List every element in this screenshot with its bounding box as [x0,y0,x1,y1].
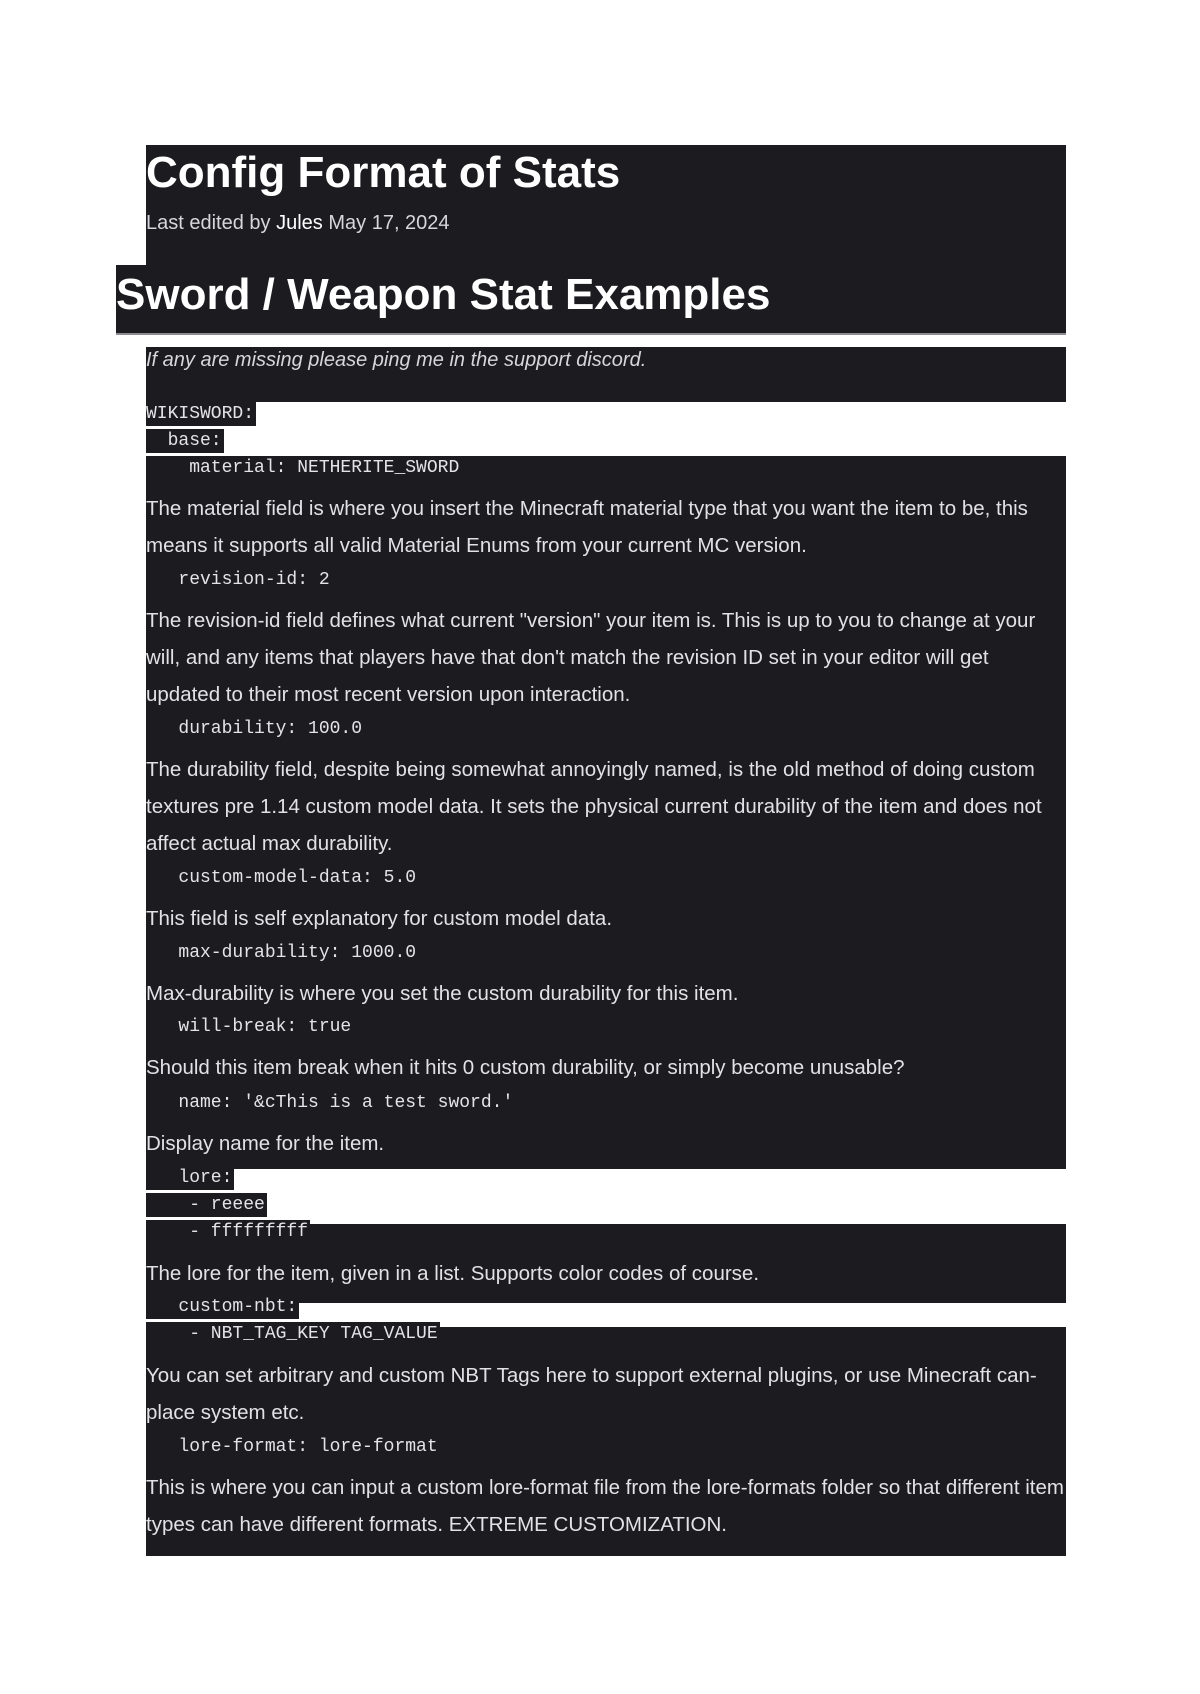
code-max-durability: max-durability: 1000.0 [146,943,417,963]
code-custom-model-data: custom-model-data: 5.0 [146,868,417,888]
code-material: material: NETHERITE_SWORD [146,458,460,478]
code-lore-item-1: - reeee [146,1195,265,1215]
paragraph-material: The material field is where you insert the Minecraft material type that you want the item to be, this means it supports all valid Material Enums from your current MC version. [146,497,1028,557]
code-lore-format: lore-format: lore-format [146,1437,438,1457]
page-title: Config Format of Stats [146,148,621,197]
paragraph-name: Display name for the item. [146,1132,385,1155]
paragraph-lore-format: This is where you can input a custom lore-format file from the lore-formats folder so that different item types can have different formats. EXTREME CUSTOMIZATION. [146,1476,1064,1536]
last-edited-line [146,212,450,235]
author-name: Jules [276,212,323,234]
code-lore: lore: [146,1168,233,1188]
code-will-break: will-break: true [146,1017,352,1037]
section-heading: Sword / Weapon Stat Examples [116,270,771,319]
paragraph-custom-nbt: You can set arbitrary and custom NBT Tags here to support external plugins, or use Minecraft can-place system etc. [146,1364,1037,1424]
code-lore-item-2: - fffffffff [146,1222,309,1242]
support-note: If any are missing please ping me in the support discord. [146,349,647,371]
code-nbt-item: - NBT_TAG_KEY TAG_VALUE [146,1324,438,1344]
edit-date: May 17, 2024 [322,212,450,234]
paragraph-lore: The lore for the item, given in a list. Supports color codes of course. [146,1262,760,1285]
paragraph-max-durability: Max-durability is where you set the custom durability for this item. [146,982,739,1005]
code-durability: durability: 100.0 [146,719,363,739]
code-root-key: WIKISWORD: [146,404,255,424]
code-base-key: base: [146,431,222,451]
paragraph-revision-id: The revision-id field defines what current "version" your item is. This is up to you to change at your will, and any items that players have that don't match the revision ID set in your editor will get updated to their most recent version upon interaction. [146,609,1036,706]
code-revision-id: revision-id: 2 [146,570,330,590]
paragraph-will-break: Should this item break when it hits 0 custom durability, or simply become unusable? [146,1056,905,1079]
last-edited-prefix: Last edited by [146,212,277,234]
code-custom-nbt: custom-nbt: [146,1297,298,1317]
section-divider [116,333,1066,335]
code-name: name: '&cThis is a test sword.' [146,1093,514,1113]
paragraph-durability: The durability field, despite being somewhat annoyingly named, is the old method of doing custom textures pre 1.14 custom model data. It sets the physical current durability of the item and does not affect actual max durability. [146,758,1042,855]
paragraph-custom-model-data: This field is self explanatory for custom model data. [146,907,613,930]
